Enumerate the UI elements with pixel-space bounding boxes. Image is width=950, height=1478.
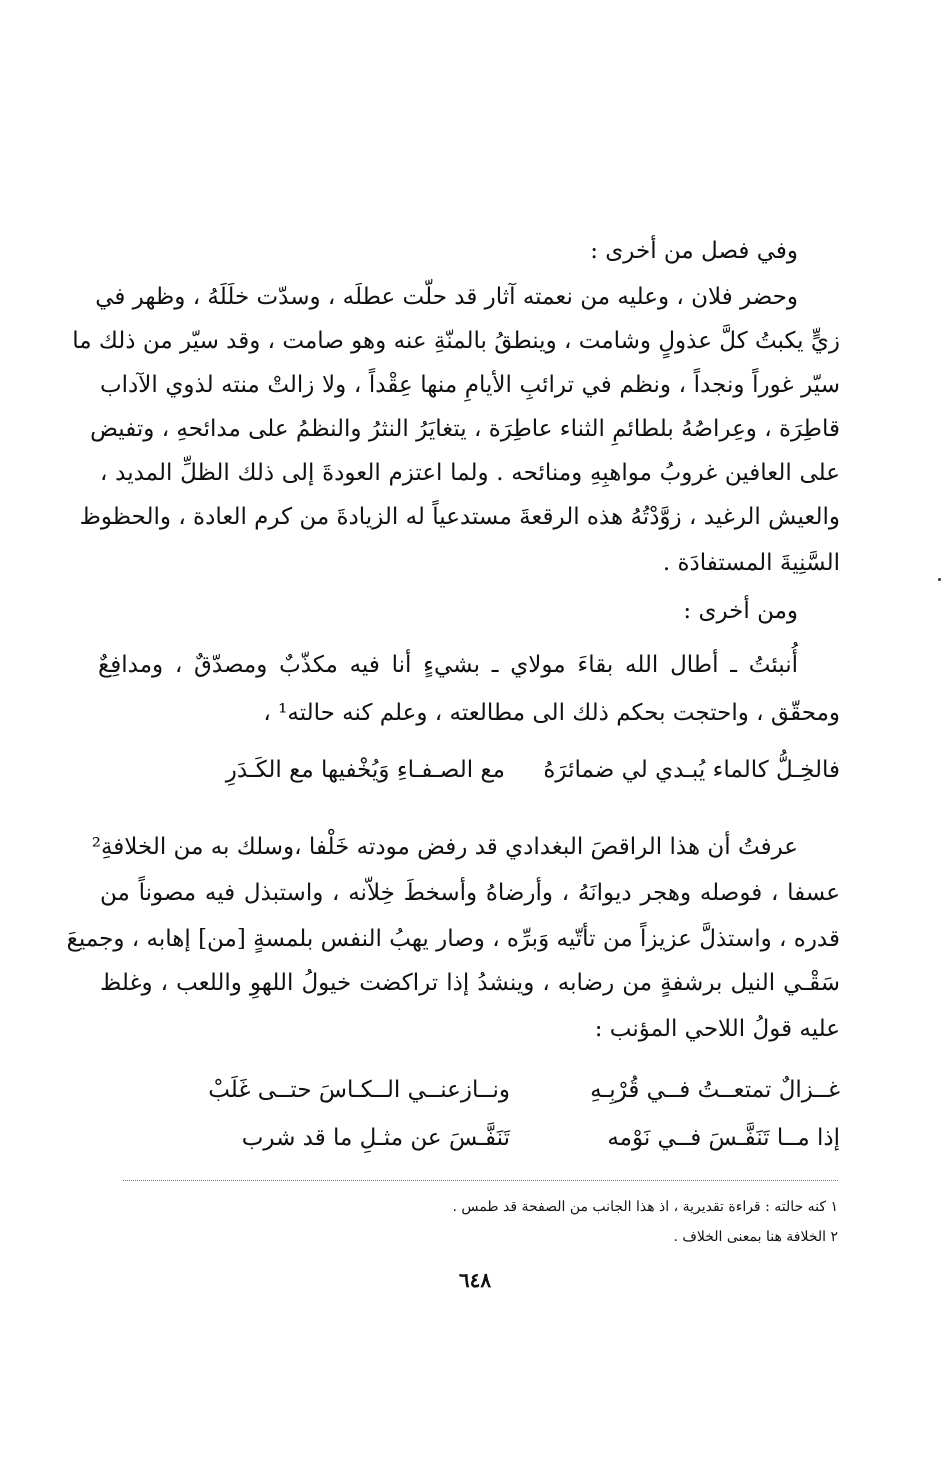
paragraph-line: عليه قولُ اللاحي المؤنب : [594, 1016, 840, 1042]
footnote: ٢ الخلافة هنا بمعنى الخلاف . [673, 1229, 838, 1245]
footnote: ١ كنه حالته : قراءة تقديرية ، اذ هذا الجانب من الصفحة قد طمس . [452, 1199, 838, 1215]
paragraph-line: عرفتُ أن هذا الراقصَ البغدادي قد رفض مودته خَلْفا ،وسلك به من الخلافةِ² [91, 834, 798, 860]
paragraph-line: سَقْـي النيل برشفةٍ من رضابه ، وينشدُ إذا تراكضت خيولُ اللهوِ واللعب ، وغلظ [100, 970, 840, 996]
verse-left-hemistich: مع الصـفـاءِ وَيُخْفيها مع الكَـدَرِ [225, 757, 505, 783]
paragraph-line: وحضر فلان ، وعليه من نعمته آثار قد حلّت عطلَه ، وسدّت خلَلَهُ ، وظهر في [95, 284, 798, 310]
paragraph-line: والعيش الرغيد ، زوَّدْتُهُ هذه الرقعةَ مستدعياً له الزيادةَ من كرم العادة ، والحظوظ [79, 504, 840, 530]
verse-right-hemistich: غــزالٌ تمتعــتُ فــي قُرْبِـهِ [590, 1077, 840, 1103]
scan-speck [938, 578, 941, 581]
verse-right-hemistich: فالخِـلُّ كالماء يُبـدي لي ضمائرَهُ [543, 757, 840, 783]
paragraph-line: على العافين غروبُ مواهبِهِ ومنائحه . ولما اعتزم العودةَ إلى ذلك الظلِّ المديد ، [100, 460, 840, 486]
paragraph-line: أُنبئتُ ـ أطال الله بقاءَ مولاي ـ بشيءٍ أنا فيه مكذّبٌ ومصدّقٌ ، ومدافِعٌ [98, 652, 798, 678]
verse-left-hemistich: تَنَفَّـسَ عن مثـلِ ما قد شرب [241, 1125, 510, 1151]
paragraph-line: السَّنِيةَ المستفادَة . [662, 550, 840, 576]
paragraph-line: سيّر غوراً ونجداً ، ونظم في ترائبِ الأيامِ منها عِقْداً ، ولا زالتْ منته لذوي الآداب [100, 372, 840, 398]
paragraph-line: قاطِرَة ، وعِراصُهُ بلطائمِ الثناء عاطِرَة ، يتغايَرُ النثرُ والنظمُ على مدائحهِ ، وتفيض [90, 416, 840, 442]
footnote-divider [123, 1180, 838, 1181]
section-heading: وفي فصل من أخرى : [590, 238, 798, 264]
paragraph-line: زيٍّ يكبتُ كلَّ عذولٍ وشامت ، وينطقُ بالمنّةِ عنه وهو صامت ، وقد سيّر من ذلك ما [72, 328, 840, 354]
paragraph-line: عسفا ، فوصله وهجر ديوانَهُ ، وأرضاهُ وأسخطَ خِلاّنه ، واستبذل فيه مصوناً من [100, 880, 840, 906]
section-heading: ومن أخرى : [683, 598, 798, 624]
verse-left-hemistich: ونــازعنــي الــكـاسَ حتــى غَلَبْ [208, 1077, 510, 1103]
page-number: ٦٤٨ [458, 1268, 492, 1292]
paragraph-line: ومحقّق ، واحتجت بحكم ذلك الى مطالعته ، وعلم كنه حالته¹ ، [263, 700, 840, 726]
verse-right-hemistich: إذا مــا تَنَفَّـسَ فــي نَوْمه [607, 1125, 840, 1151]
paragraph-line: قدره ، واستذلَّ عزيزاً من تأتّيه وَبرِّه ، وصار يهبُ النفس بلمسةٍ [من] إهابه ، وجميعَ [66, 926, 840, 952]
